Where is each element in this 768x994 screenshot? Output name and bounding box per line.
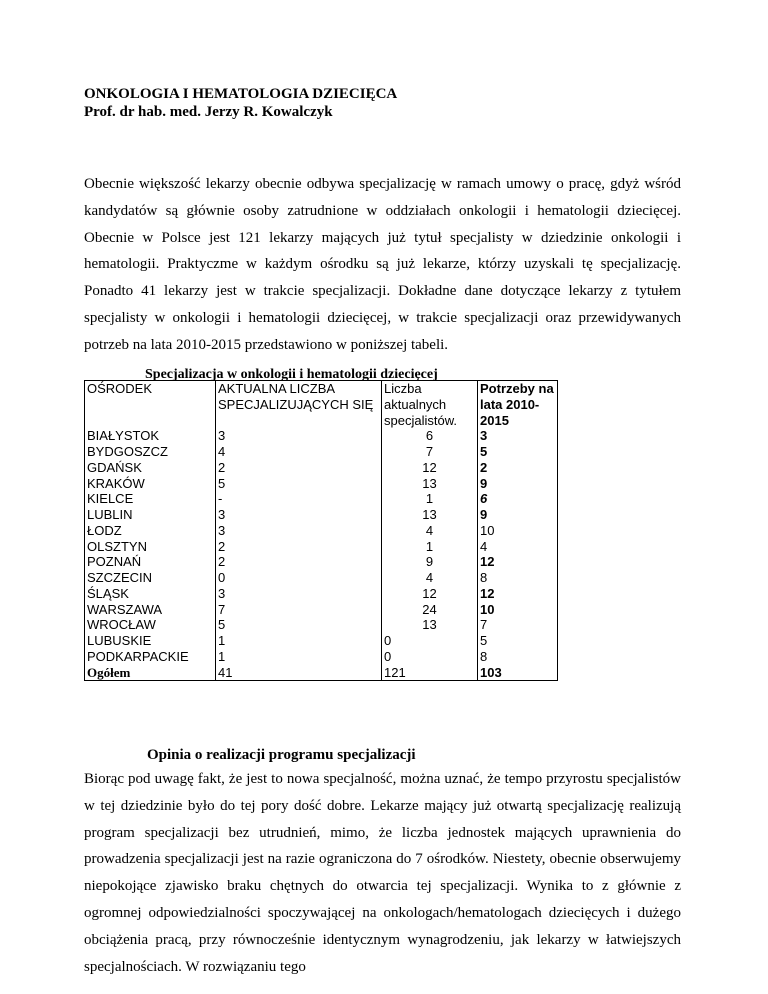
cell-specjalistow: 12 bbox=[382, 586, 478, 602]
cell-specjalizujacych: 2 bbox=[216, 539, 382, 555]
cell-osrodek: OLSZTYN bbox=[85, 539, 216, 555]
cell-potrzeby: 3 bbox=[478, 428, 558, 444]
cell-potrzeby: 10 bbox=[478, 523, 558, 539]
cell-specjalizujacych: 4 bbox=[216, 444, 382, 460]
cell-osrodek: GDAŃSK bbox=[85, 460, 216, 476]
cell-specjalistow: 7 bbox=[382, 444, 478, 460]
header-specjalistow: Liczba aktualnych specjalistów. bbox=[382, 381, 478, 429]
table-row bbox=[85, 554, 558, 570]
document-title: ONKOLOGIA I HEMATOLOGIA DZIECIĘCA bbox=[84, 86, 398, 102]
cell-specjalizujacych: 1 bbox=[216, 649, 382, 665]
cell-specjalistow: 1 bbox=[382, 491, 478, 507]
cell-osrodek: BIAŁYSTOK bbox=[85, 428, 216, 444]
cell-specjalistow: 13 bbox=[382, 476, 478, 492]
cell-specjalistow: 4 bbox=[382, 523, 478, 539]
cell-potrzeby: 5 bbox=[478, 444, 558, 460]
table-row bbox=[85, 649, 558, 665]
cell-specjalistow: 4 bbox=[382, 570, 478, 586]
cell-osrodek: LUBUSKIE bbox=[85, 633, 216, 649]
cell-osrodek: KIELCE bbox=[85, 491, 216, 507]
table-row bbox=[85, 523, 558, 539]
cell-specjalistow: 9 bbox=[382, 554, 478, 570]
header-potrzeby: Potrzeby na lata 2010-2015 bbox=[478, 381, 558, 429]
section-heading: Opinia o realizacji programu specjalizacji bbox=[147, 747, 416, 763]
cell-specjalizujacych: 3 bbox=[216, 507, 382, 523]
table-row bbox=[85, 586, 558, 602]
table-row bbox=[85, 570, 558, 586]
cell-potrzeby: 8 bbox=[478, 649, 558, 665]
cell-specjalistow: 13 bbox=[382, 617, 478, 633]
cell-specjalizujacych: 5 bbox=[216, 617, 382, 633]
cell-specjalistow: 24 bbox=[382, 602, 478, 618]
cell-osrodek: POZNAŃ bbox=[85, 554, 216, 570]
table-row bbox=[85, 444, 558, 460]
table-row bbox=[85, 507, 558, 523]
cell-osrodek: BYDGOSZCZ bbox=[85, 444, 216, 460]
cell-specjalizujacych: 7 bbox=[216, 602, 382, 618]
cell-potrzeby: 10 bbox=[478, 602, 558, 618]
cell-potrzeby: 12 bbox=[478, 554, 558, 570]
table-row bbox=[85, 476, 558, 492]
total-osrodek: Ogółem bbox=[85, 665, 216, 681]
cell-osrodek: PODKARPACKIE bbox=[85, 649, 216, 665]
cell-potrzeby: 4 bbox=[478, 539, 558, 555]
intro-paragraph: Obecnie większość lekarzy obecnie odbywa specjalizację w ramach umowy o pracę, gdyż wśród kandydatów są głównie osoby zatrudnione w oddziałach onkologii i hematologii dziecięcej. Obecnie w Polsce jest 121 lekarzy mających już tytuł specjalisty w dziedzinie onkologii i hematologii. Praktyczme w każdym ośrodku są już lekarze, którzy uzyskali tę specjalizację. Ponadto 41 lekarzy jest w trakcie specjalizacji. Dokładne dane dotyczące lekarzy z tytułem specjalisty w onkologii i hematologii dziecięcej, w trakcie specjalizacji oraz przewidywanych potrzeb na lata 2010-2015 przedstawiono w poniższej tabeli. bbox=[84, 176, 681, 353]
table-row bbox=[85, 602, 558, 618]
cell-potrzeby: 9 bbox=[478, 507, 558, 523]
table-total-row bbox=[85, 665, 558, 681]
cell-specjalistow: 13 bbox=[382, 507, 478, 523]
cell-potrzeby: 5 bbox=[478, 633, 558, 649]
cell-specjalizujacych: 3 bbox=[216, 428, 382, 444]
cell-specjalizujacych: 3 bbox=[216, 586, 382, 602]
table-header-row bbox=[85, 381, 558, 429]
cell-potrzeby: 8 bbox=[478, 570, 558, 586]
cell-specjalizujacych: - bbox=[216, 491, 382, 507]
cell-osrodek: ŁODZ bbox=[85, 523, 216, 539]
cell-osrodek: LUBLIN bbox=[85, 507, 216, 523]
table-row bbox=[85, 428, 558, 444]
cell-specjalizujacych: 5 bbox=[216, 476, 382, 492]
document-author: Prof. dr hab. med. Jerzy R. Kowalczyk bbox=[84, 104, 333, 120]
cell-specjalistow: 12 bbox=[382, 460, 478, 476]
table-row bbox=[85, 460, 558, 476]
specialization-table bbox=[84, 380, 558, 681]
total-specjalistow: 121 bbox=[382, 665, 478, 681]
cell-osrodek: KRAKÓW bbox=[85, 476, 216, 492]
table-row bbox=[85, 617, 558, 633]
cell-specjalizujacych: 0 bbox=[216, 570, 382, 586]
table-row bbox=[85, 539, 558, 555]
cell-potrzeby: 12 bbox=[478, 586, 558, 602]
cell-specjalizujacych: 1 bbox=[216, 633, 382, 649]
cell-osrodek: ŚLĄSK bbox=[85, 586, 216, 602]
cell-osrodek: WARSZAWA bbox=[85, 602, 216, 618]
table-caption: Specjalizacja w onkologii i hematologii dziecięcej bbox=[145, 367, 438, 382]
total-potrzeby: 103 bbox=[478, 665, 558, 681]
cell-potrzeby: 9 bbox=[478, 476, 558, 492]
cell-osrodek: WROCŁAW bbox=[85, 617, 216, 633]
header-specjalizujacych: AKTUALNA LICZBA SPECJALIZUJĄCYCH SIĘ bbox=[216, 381, 382, 429]
total-specjalizujacych: 41 bbox=[216, 665, 382, 681]
cell-specjalistow: 0 bbox=[382, 633, 478, 649]
cell-osrodek: SZCZECIN bbox=[85, 570, 216, 586]
cell-specjalistow: 0 bbox=[382, 649, 478, 665]
table-row bbox=[85, 633, 558, 649]
header-osrodek: OŚRODEK bbox=[85, 381, 216, 429]
cell-specjalizujacych: 2 bbox=[216, 460, 382, 476]
cell-specjalizujacych: 2 bbox=[216, 554, 382, 570]
table-row bbox=[85, 491, 558, 507]
opinion-paragraph: Biorąc pod uwagę fakt, że jest to nowa specjalność, można uznać, że tempo przyrostu specjalistów w tej dziedzinie było do tej pory dość dobre. Lekarze mający już otwartą specjalizację realizują program specjalizacji bez utrudnień, mimo, że liczba jednostek mających uprawnienia do prowadzenia specjalizacji jest na razie ograniczona do 7 ośrodków. Niestety, obecnie obserwujemy niepokojące zjawisko braku chętnych do otwarcia tej specjalizacji. Wynika to z głównie z ogromnej odpowiedzialności spoczywającej na onkologach/hematologach dziecięcych i dużego obciążenia pracą, przy równocześnie identycznym wynagrodzeniu, jak lekarzy w łatwiejszych specjalnościach. W rozwiązaniu tego bbox=[84, 771, 681, 975]
cell-specjalizujacych: 3 bbox=[216, 523, 382, 539]
cell-potrzeby: 2 bbox=[478, 460, 558, 476]
cell-specjalistow: 1 bbox=[382, 539, 478, 555]
cell-potrzeby: 6 bbox=[478, 491, 558, 507]
cell-specjalistow: 6 bbox=[382, 428, 478, 444]
cell-potrzeby: 7 bbox=[478, 617, 558, 633]
